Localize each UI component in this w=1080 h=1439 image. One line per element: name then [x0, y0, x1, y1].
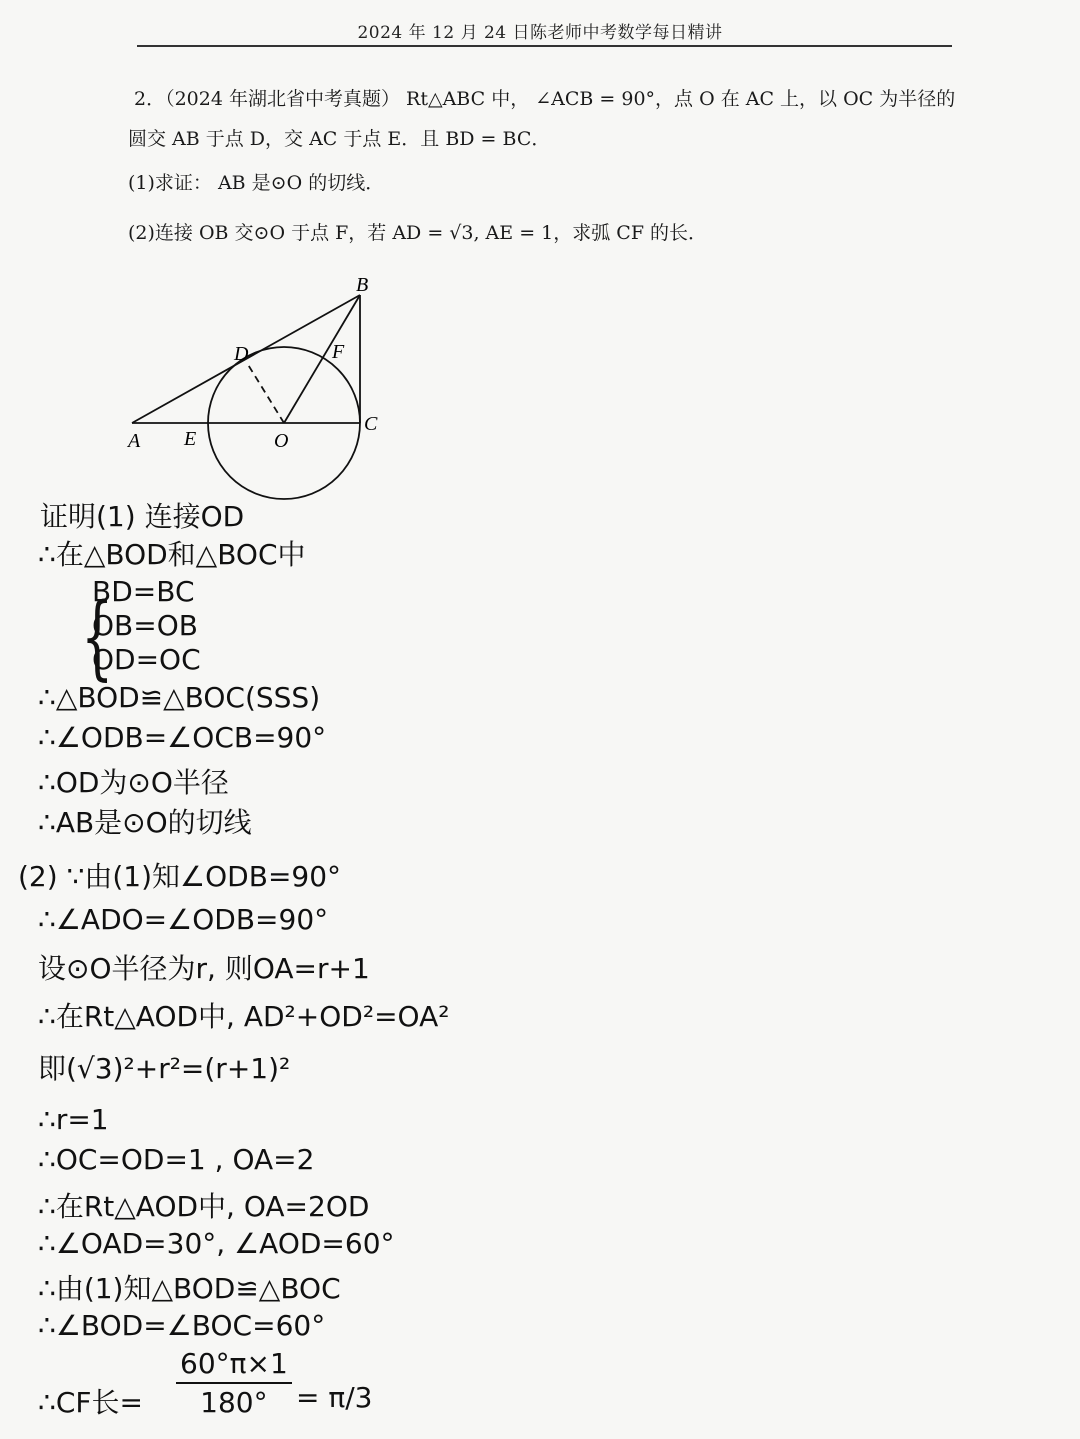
solution-line: ∴OC=OD=1 , OA=2 — [38, 1143, 315, 1176]
solution-line: ∴OD为⊙O半径 — [38, 766, 229, 799]
solution-line: ∴在Rt△AOD中, AD²+OD²=OA² — [38, 1000, 450, 1033]
label-o: O — [274, 430, 289, 452]
problem-statement — [128, 80, 968, 252]
solution-line: ∴∠BOD=∠BOC=60° — [38, 1309, 326, 1342]
label-b: B — [356, 274, 369, 296]
problem-part-1: (1)求证： AB 是⊙O 的切线． — [128, 172, 385, 194]
solution-line: BD=BC — [92, 575, 195, 608]
solution-line: ∴在Rt△AOD中, OA=2OD — [38, 1190, 370, 1223]
solution-line: 证明(1) 连接OD — [40, 500, 245, 533]
solution-line: ∴AB是⊙O的切线 — [38, 806, 252, 839]
fraction-numerator: 60°π×1 — [180, 1347, 288, 1380]
label-c: C — [364, 413, 378, 435]
solution-line: ∴由(1)知△BOD≌△BOC — [38, 1272, 341, 1305]
solution-line: ∴CF长= — [38, 1386, 143, 1419]
system-brace: { — [81, 583, 114, 690]
solution-line: ∴∠ADO=∠ODB=90° — [38, 903, 329, 936]
arc-length-fraction — [176, 1347, 292, 1419]
solution-line: OB=OB — [92, 609, 198, 642]
header-rule — [137, 45, 952, 47]
fraction-denominator: 180° — [200, 1386, 268, 1419]
line-od-dashed — [247, 363, 284, 423]
solution-line: ∴∠OAD=30°, ∠AOD=60° — [38, 1227, 395, 1260]
problem-line-2: 圆交 AB 于点 D，交 AC 于点 E．且 BD = BC． — [128, 128, 551, 150]
label-a: A — [128, 430, 141, 452]
geometry-figure — [110, 265, 410, 515]
solution-line: ∴在△BOD和△BOC中 — [38, 538, 306, 571]
solution-line: OD=OC — [92, 643, 201, 676]
solution-line: (2) ∵由(1)知∠ODB=90° — [18, 860, 342, 893]
problem-part-2: (2)连接 OB 交⊙O 于点 F，若 AD = √3, AE = 1，求弧 CF 的长． — [128, 222, 708, 244]
line-ob — [284, 295, 360, 423]
fraction-result: = π/3 — [296, 1381, 373, 1414]
solution-line: 即(√3)²+r²=(r+1)² — [38, 1052, 291, 1085]
solution-line: ∴∠ODB=∠OCB=90° — [38, 721, 327, 754]
problem-line-1: 2．（2024 年湖北省中考真题） Rt△ABC 中， ∠ACB = 90°，点 O 在 AC 上，以 OC 为半径的 — [134, 88, 956, 110]
page-header: 2024 年 12 月 24 日陈老师中考数学每日精讲 — [357, 23, 723, 43]
fraction-bar — [176, 1382, 292, 1384]
label-e: E — [184, 428, 197, 450]
solution-line: 设⊙O半径为r, 则OA=r+1 — [38, 952, 370, 985]
label-d: D — [234, 343, 249, 365]
solution-line: ∴△BOD≌△BOC(SSS) — [38, 681, 321, 714]
label-f: F — [332, 341, 345, 363]
solution-line: ∴r=1 — [38, 1103, 109, 1136]
